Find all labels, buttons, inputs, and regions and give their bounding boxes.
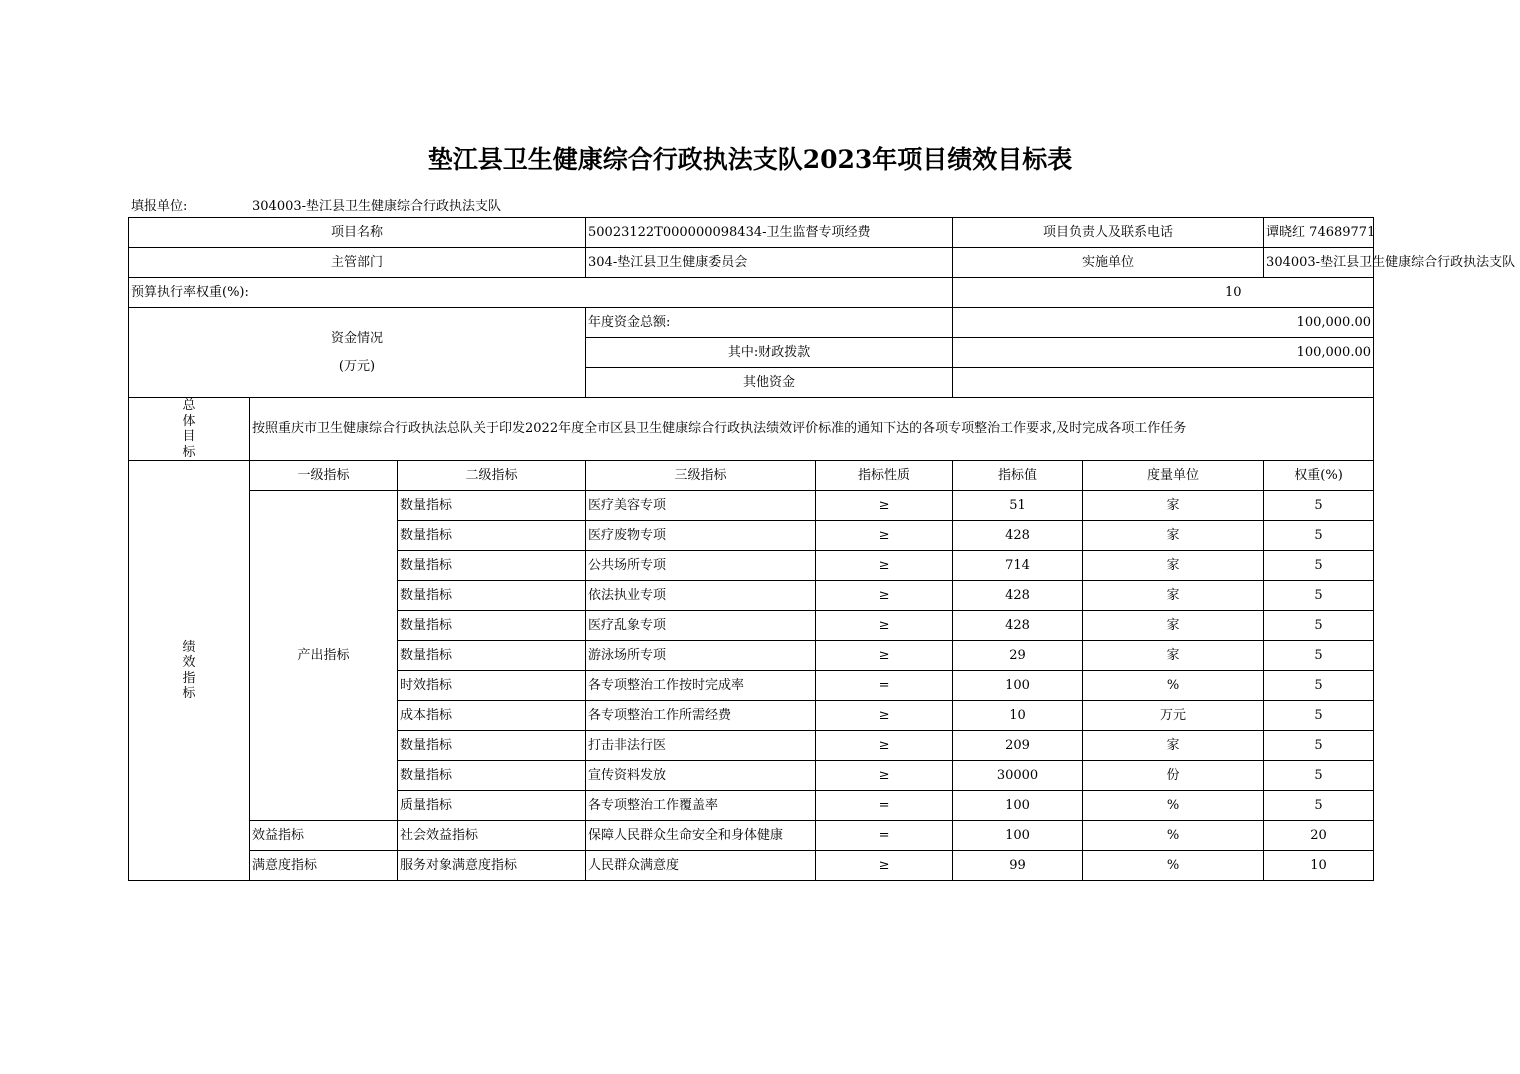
unit-cell: % (1083, 791, 1264, 821)
level1-cell: 效益指标 (250, 821, 398, 851)
filler-unit (131, 195, 501, 214)
weight-cell: 10 (1264, 851, 1374, 881)
level2-cell: 数量指标 (398, 641, 586, 671)
value-cell: 100 (953, 821, 1083, 851)
unit-cell: 家 (1083, 521, 1264, 551)
header-weight: 权重(%) (1264, 461, 1374, 491)
level2-cell: 社会效益指标 (398, 821, 586, 851)
unit-cell: 份 (1083, 761, 1264, 791)
value-cell: 209 (953, 731, 1083, 761)
value-cell: 51 (953, 491, 1083, 521)
nature-cell: ≥ (816, 851, 953, 881)
goal-label-char: 总 (182, 398, 196, 413)
satisfaction-indicator-row (129, 851, 1374, 881)
indicators-label-char: 指 (182, 670, 196, 686)
level3-cell: 各专项整治工作按时完成率 (586, 671, 816, 701)
nature-cell: ≥ (816, 551, 953, 581)
level2-cell: 数量指标 (398, 521, 586, 551)
nature-cell: ≥ (816, 761, 953, 791)
unit-cell: 万元 (1083, 701, 1264, 731)
weight-cell: 5 (1264, 731, 1374, 761)
page-title: 垫江县卫生健康综合行政执法支队2023年项目绩效目标表 (427, 145, 1073, 174)
goal-text: 按照重庆市卫生健康综合行政执法总队关于印发2022年度全市区县卫生健康综合行政执法绩效评价标准的通知下达的各项专项整治工作要求,及时完成各项工作任务 (250, 398, 1374, 461)
value-cell: 428 (953, 581, 1083, 611)
goal-label-char: 标 (182, 444, 196, 460)
goal-row (129, 398, 1374, 461)
funds-fiscal-value: 100,000.00 (953, 338, 1374, 368)
level2-cell: 质量指标 (398, 791, 586, 821)
dept-value: 304-垫江县卫生健康委员会 (586, 248, 953, 278)
funds-other-value (953, 368, 1374, 398)
level3-cell: 保障人民群众生命安全和身体健康 (586, 821, 816, 851)
nature-cell: ≥ (816, 521, 953, 551)
nature-cell: ≥ (816, 491, 953, 521)
level2-cell: 数量指标 (398, 611, 586, 641)
level3-cell: 游泳场所专项 (586, 641, 816, 671)
nature-cell: = (816, 671, 953, 701)
unit-cell: % (1083, 851, 1264, 881)
nature-cell: ≥ (816, 701, 953, 731)
weight-cell: 5 (1264, 761, 1374, 791)
header-level1: 一级指标 (250, 461, 398, 491)
weight-cell: 5 (1264, 581, 1374, 611)
level2-cell: 数量指标 (398, 731, 586, 761)
level3-cell: 各专项整治工作所需经费 (586, 701, 816, 731)
unit-cell: % (1083, 671, 1264, 701)
funds-total-row (129, 308, 1374, 338)
nature-cell: ≥ (816, 581, 953, 611)
level3-cell: 医疗美容专项 (586, 491, 816, 521)
weight-cell: 5 (1264, 641, 1374, 671)
unit-cell: 家 (1083, 611, 1264, 641)
budget-weight-value: 10 (953, 278, 1374, 308)
funds-label-line2: (万元) (338, 358, 376, 374)
level3-cell: 依法执业专项 (586, 581, 816, 611)
weight-cell: 5 (1264, 521, 1374, 551)
funds-label-line1: 资金情况 (331, 330, 384, 346)
filler-label: 填报单位: (131, 199, 188, 214)
level2-cell: 数量指标 (398, 761, 586, 791)
unit-cell: % (1083, 821, 1264, 851)
value-cell: 428 (953, 521, 1083, 551)
indicators-label (129, 461, 250, 881)
unit-cell: 家 (1083, 731, 1264, 761)
impl-value: 304003-垫江县卫生健康综合行政执法支队 (1264, 248, 1374, 278)
unit-cell: 家 (1083, 491, 1264, 521)
benefit-indicator-row (129, 821, 1374, 851)
nature-cell: ≥ (816, 641, 953, 671)
output-indicator-row (129, 491, 1374, 521)
funds-total-value: 100,000.00 (953, 308, 1374, 338)
goal-label-char: 体 (182, 413, 196, 429)
unit-cell: 家 (1083, 641, 1264, 671)
level2-cell: 时效指标 (398, 671, 586, 701)
impl-label: 实施单位 (953, 248, 1264, 278)
budget-weight-row (129, 278, 1374, 308)
header-level3: 三级指标 (586, 461, 816, 491)
goal-label (129, 398, 250, 461)
nature-cell: ≥ (816, 611, 953, 641)
goal-label-char: 目 (182, 429, 196, 445)
unit-cell: 家 (1083, 581, 1264, 611)
performance-table (128, 217, 1516, 881)
level3-cell: 各专项整治工作覆盖率 (586, 791, 816, 821)
project-name-row (129, 218, 1374, 248)
funds-label (129, 308, 586, 398)
nature-cell: ≥ (816, 731, 953, 761)
value-cell: 29 (953, 641, 1083, 671)
level3-cell: 医疗废物专项 (586, 521, 816, 551)
weight-cell: 5 (1264, 491, 1374, 521)
funds-total-label: 年度资金总额: (586, 308, 953, 338)
header-unit: 度量单位 (1083, 461, 1264, 491)
output-indicator-label: 产出指标 (250, 491, 398, 821)
level2-cell: 成本指标 (398, 701, 586, 731)
nature-cell: = (816, 821, 953, 851)
level1-cell: 满意度指标 (250, 851, 398, 881)
header-level2: 二级指标 (398, 461, 586, 491)
dept-label: 主管部门 (129, 248, 586, 278)
weight-cell: 5 (1264, 551, 1374, 581)
filler-value: 304003-垫江县卫生健康综合行政执法支队 (252, 199, 502, 214)
project-name-label: 项目名称 (129, 218, 586, 248)
level3-cell: 宣传资料发放 (586, 761, 816, 791)
weight-cell: 5 (1264, 791, 1374, 821)
value-cell: 10 (953, 701, 1083, 731)
level3-cell: 公共场所专项 (586, 551, 816, 581)
level3-cell: 打击非法行医 (586, 731, 816, 761)
level2-cell: 服务对象满意度指标 (398, 851, 586, 881)
value-cell: 428 (953, 611, 1083, 641)
value-cell: 714 (953, 551, 1083, 581)
funds-other-label: 其他资金 (586, 368, 953, 398)
contact-label: 项目负责人及联系电话 (953, 218, 1264, 248)
value-cell: 30000 (953, 761, 1083, 791)
funds-fiscal-label: 其中:财政拨款 (586, 338, 953, 368)
value-cell: 100 (953, 671, 1083, 701)
header-nature: 指标性质 (816, 461, 953, 491)
indicator-header-row (129, 461, 1374, 491)
value-cell: 99 (953, 851, 1083, 881)
weight-cell: 20 (1264, 821, 1374, 851)
level2-cell: 数量指标 (398, 581, 586, 611)
budget-weight-label: 预算执行率权重(%): (129, 278, 953, 308)
project-name-value: 50023122T000000098434-卫生监督专项经费 (586, 218, 953, 248)
indicators-label-char: 标 (182, 686, 196, 702)
header-value: 指标值 (953, 461, 1083, 491)
indicators-label-char: 效 (182, 655, 196, 671)
nature-cell: = (816, 791, 953, 821)
contact-value: 谭晓红 74689771 (1264, 218, 1374, 248)
level2-cell: 数量指标 (398, 551, 586, 581)
indicators-label-char: 绩 (182, 639, 196, 655)
level3-cell: 医疗乱象专项 (586, 611, 816, 641)
weight-cell: 5 (1264, 671, 1374, 701)
department-row (129, 248, 1374, 278)
unit-cell: 家 (1083, 551, 1264, 581)
level3-cell: 人民群众满意度 (586, 851, 816, 881)
weight-cell: 5 (1264, 701, 1374, 731)
value-cell: 100 (953, 791, 1083, 821)
level2-cell: 数量指标 (398, 491, 586, 521)
weight-cell: 5 (1264, 611, 1374, 641)
